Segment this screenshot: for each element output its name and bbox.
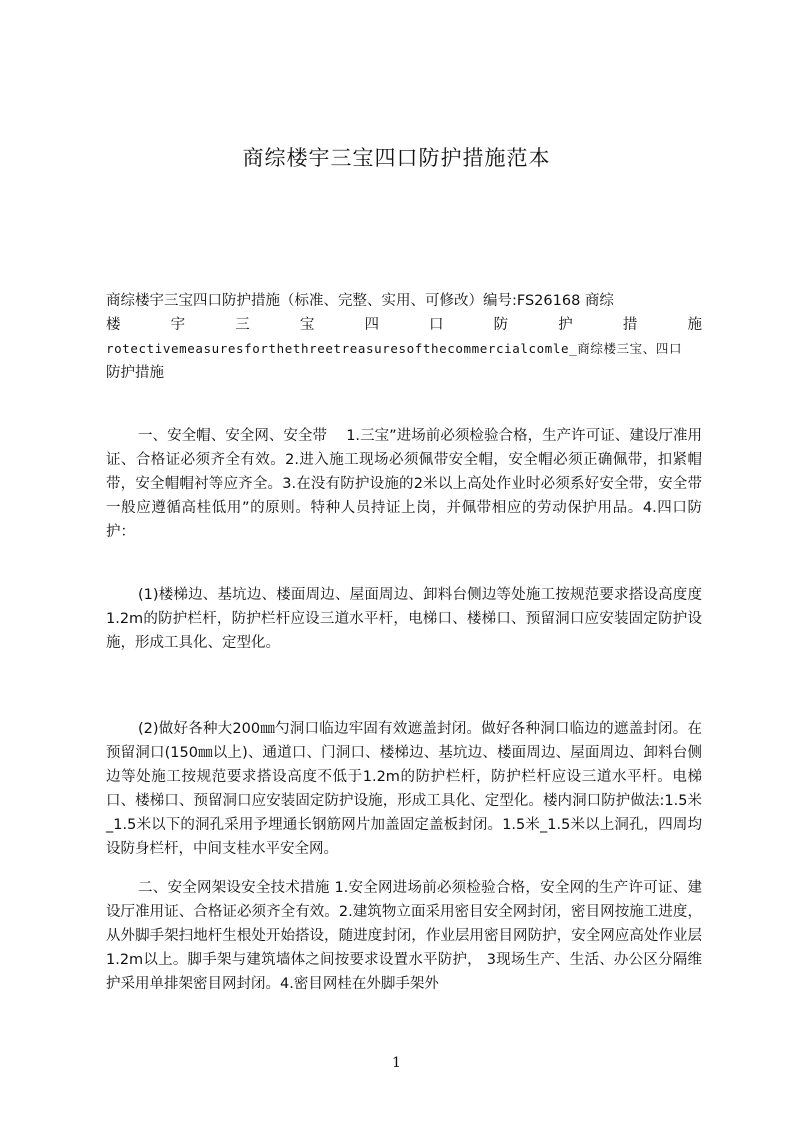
meta-char: 措: [622, 317, 638, 333]
meta-char: 四: [364, 317, 379, 333]
meta-char: 防: [493, 317, 509, 333]
meta-char: 宝: [299, 317, 315, 333]
paragraph-opening-cover: (2)做好各种大200㎜勺洞口临边牢固有效遮盖封闭。做好各种洞口临边的遮盖封闭。在预留洞口(150㎜以上)、通道口、门洞口、楼梯边、基坑边、楼面周边、屋面周边、卸料台侧边等处施工按规范要求搭设高度不低于1.2m的防护栏杆，防护栏杆应设三道水平杆。电梯口、楼梯口、预留洞口应安装固定防护设施，形成工具化、定型化。楼内洞口防护做法:1.5米_1.5米以下的洞孔采用予埋通长钢筋网片加盖固定盖板封闭。1.5米_1.5米以上洞孔，四周均设防身栏杆，中间支桂水平安全网。: [106, 721, 702, 857]
document-meta-line: 防护措施: [106, 365, 164, 381]
document-meta-spread-line: [106, 313, 702, 337]
paragraph-safety-gear: 一、安全帽、安全网、安全带 1.三宝”进场前必须检验合格，生产许可证、建设厅准用证、合格证必须齐全有效。2.进入施工现场必须佩带安全帽，安全帽必须正确佩带，扣紧帽带，安全帽帽衬等应齐全。3.在没有防护设施的2米以上高处作业时必须系好安全带，安全带一般应遵循高桂低用”的原则。特种人员持证上岗，并佩带相应的劳动保护用品。4.四口防护：: [106, 428, 702, 540]
meta-char: 口: [429, 317, 444, 333]
meta-char: 三: [235, 317, 250, 333]
meta-char: 楼: [106, 317, 121, 333]
meta-char: 护: [558, 317, 573, 333]
document-title: 商综楼宇三宝四口防护措施范本: [242, 146, 551, 170]
meta-char: 施: [687, 317, 702, 333]
document-meta-english-line: rotectivemeasuresforthethreetreasuresofthecommercialcomle_商综楼三宝、四口: [106, 341, 683, 356]
paragraph-edge-protection: (1)楼梯边、基坑边、楼面周边、屋面周边、卸料台侧边等处施工按规范要求搭设高度度1.2m的防护栏杆，防护栏杆应设三道水平杆，电梯口、楼梯口、预留洞口应安装固定防护设施，形成工具化、定型化。: [106, 587, 702, 651]
meta-char: 宇: [170, 317, 186, 333]
paragraph-safety-net: 二、安全网架设安全技术措施 1.安全网进场前必须检验合格，安全网的生产许可证、建设厅准用证、合格证必须齐全有效。2.建筑物立面采用密目安全网封闭，密目网按施工进度，从外脚手架扫地杆生根处开始搭设，随进度封闭，作业层用密目网防护，安全网应高处作业层1.2m以上。脚手架与建筑墙体之间按要求设置水平防护， 3现场生产、生活、办公区分隔维护采用单排架密目网封闭。4.密目网桂在外脚手架外: [106, 880, 703, 992]
document-meta-line: 商综楼宇三宝四口防护措施（标准、完整、实用、可修改）编号:FS26168 商综: [106, 293, 614, 309]
page-number: 1: [392, 1055, 401, 1071]
